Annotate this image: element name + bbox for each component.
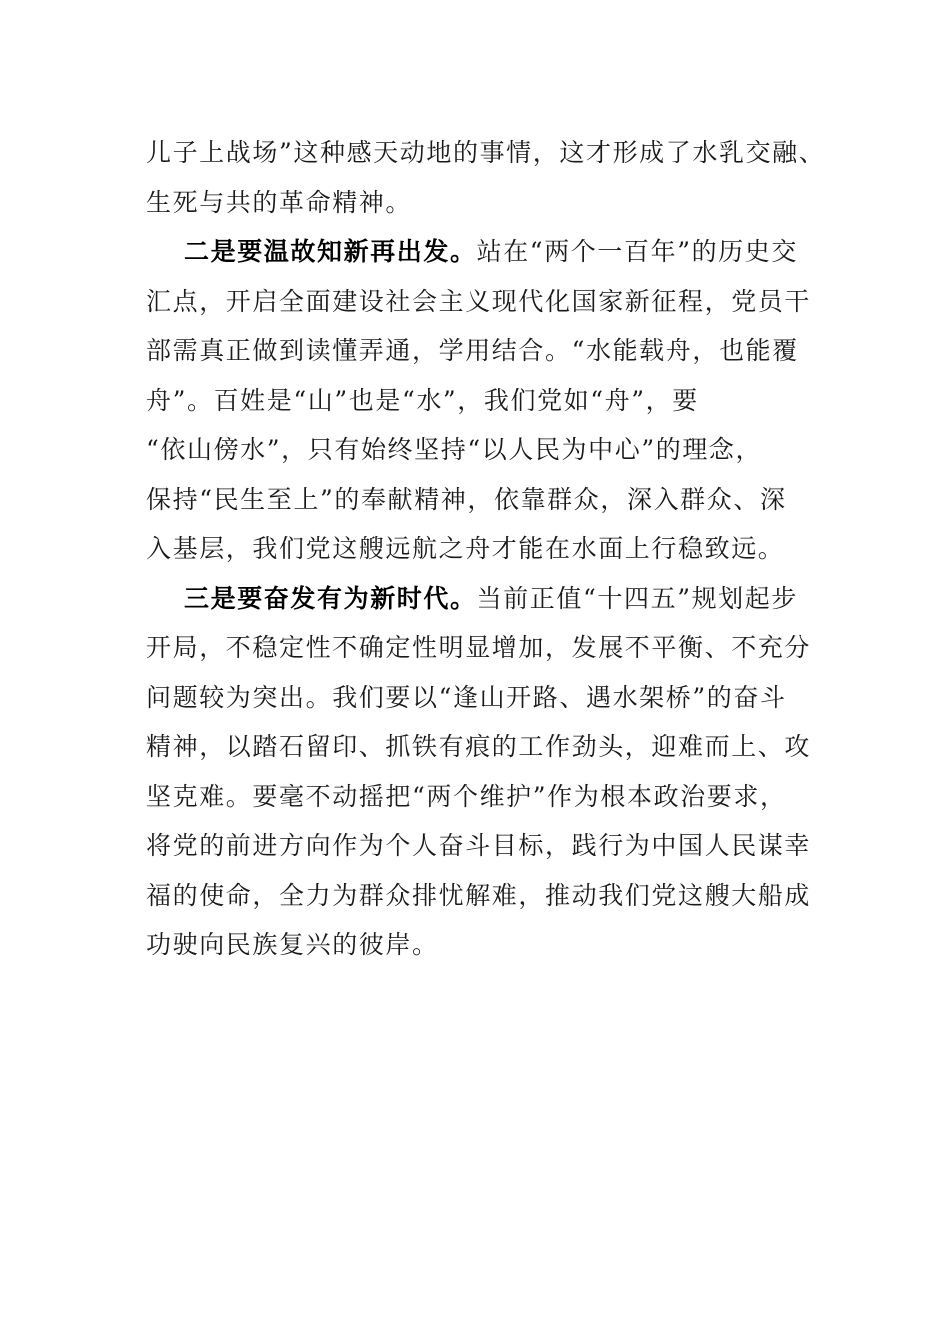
paragraph-1-line: 生死与共的革命精神。 bbox=[146, 187, 413, 217]
paragraph-2-first-line bbox=[146, 227, 806, 277]
paragraph-3-first-line-text: 当前正值“十四五”规划起步 bbox=[476, 583, 798, 613]
paragraph-2 bbox=[146, 227, 812, 574]
paragraph-2-first-line-text: 站在“两个一百年”的历史交 bbox=[476, 237, 798, 266]
paragraph-2-heading: 二是要温故知新再出发。 bbox=[184, 237, 477, 266]
paragraph-3-line: 精神，以踏石留印、抓铁有痕的工作劲头，迎难而上、攻 bbox=[146, 732, 812, 761]
paragraph-3-line: 福的使命，全力为群众排忧解难，推动我们党这艘大船成 bbox=[146, 880, 812, 910]
document-body bbox=[146, 128, 826, 970]
paragraph-3-line: 坚克难。要毫不动摇把“两个维护”作为根本政治要求， bbox=[146, 781, 787, 811]
paragraph-3-line: 将党的前进方向作为个人奋斗目标，践行为中国人民谋幸 bbox=[146, 831, 812, 860]
paragraph-3-line: 功驶向民族复兴的彼岸。 bbox=[146, 930, 439, 959]
paragraph-1-line: 儿子上战场”这种感天动地的事情，这才形成了水乳交融、 bbox=[146, 138, 826, 167]
paragraph-3-line: 问题较为突出。我们要以“逢山开路、遇水架桥”的奋斗 bbox=[146, 682, 787, 712]
paragraph-2-line: “依山傍水”，只有始终坚持“以人民为中心”的理念， bbox=[146, 435, 763, 464]
paragraph-2-line: 保持“民生至上”的奉献精神，依靠群众，深入群众、深 bbox=[146, 484, 787, 514]
paragraph-2-line: 部需真正做到读懂弄通，学用结合。“水能载舟，也能覆 bbox=[146, 336, 799, 365]
paragraph-3-first-line bbox=[146, 574, 806, 624]
paragraph-3-line: 开局，不稳定性不确定性明显增加，发展不平衡、不充分 bbox=[146, 633, 812, 662]
paragraph-2-line: 入基层，我们党这艘远航之舟才能在水面上行稳致远。 bbox=[146, 534, 785, 563]
paragraph-1 bbox=[146, 128, 826, 227]
paragraph-2-line: 舟”。百姓是“山”也是“水”，我们党如“舟”，要 bbox=[146, 385, 699, 415]
paragraph-2-line: 汇点，开启全面建设社会主义现代化国家新征程，党员干 bbox=[146, 286, 812, 316]
paragraph-3 bbox=[146, 574, 812, 970]
paragraph-3-heading: 三是要奋发有为新时代。 bbox=[184, 583, 477, 613]
